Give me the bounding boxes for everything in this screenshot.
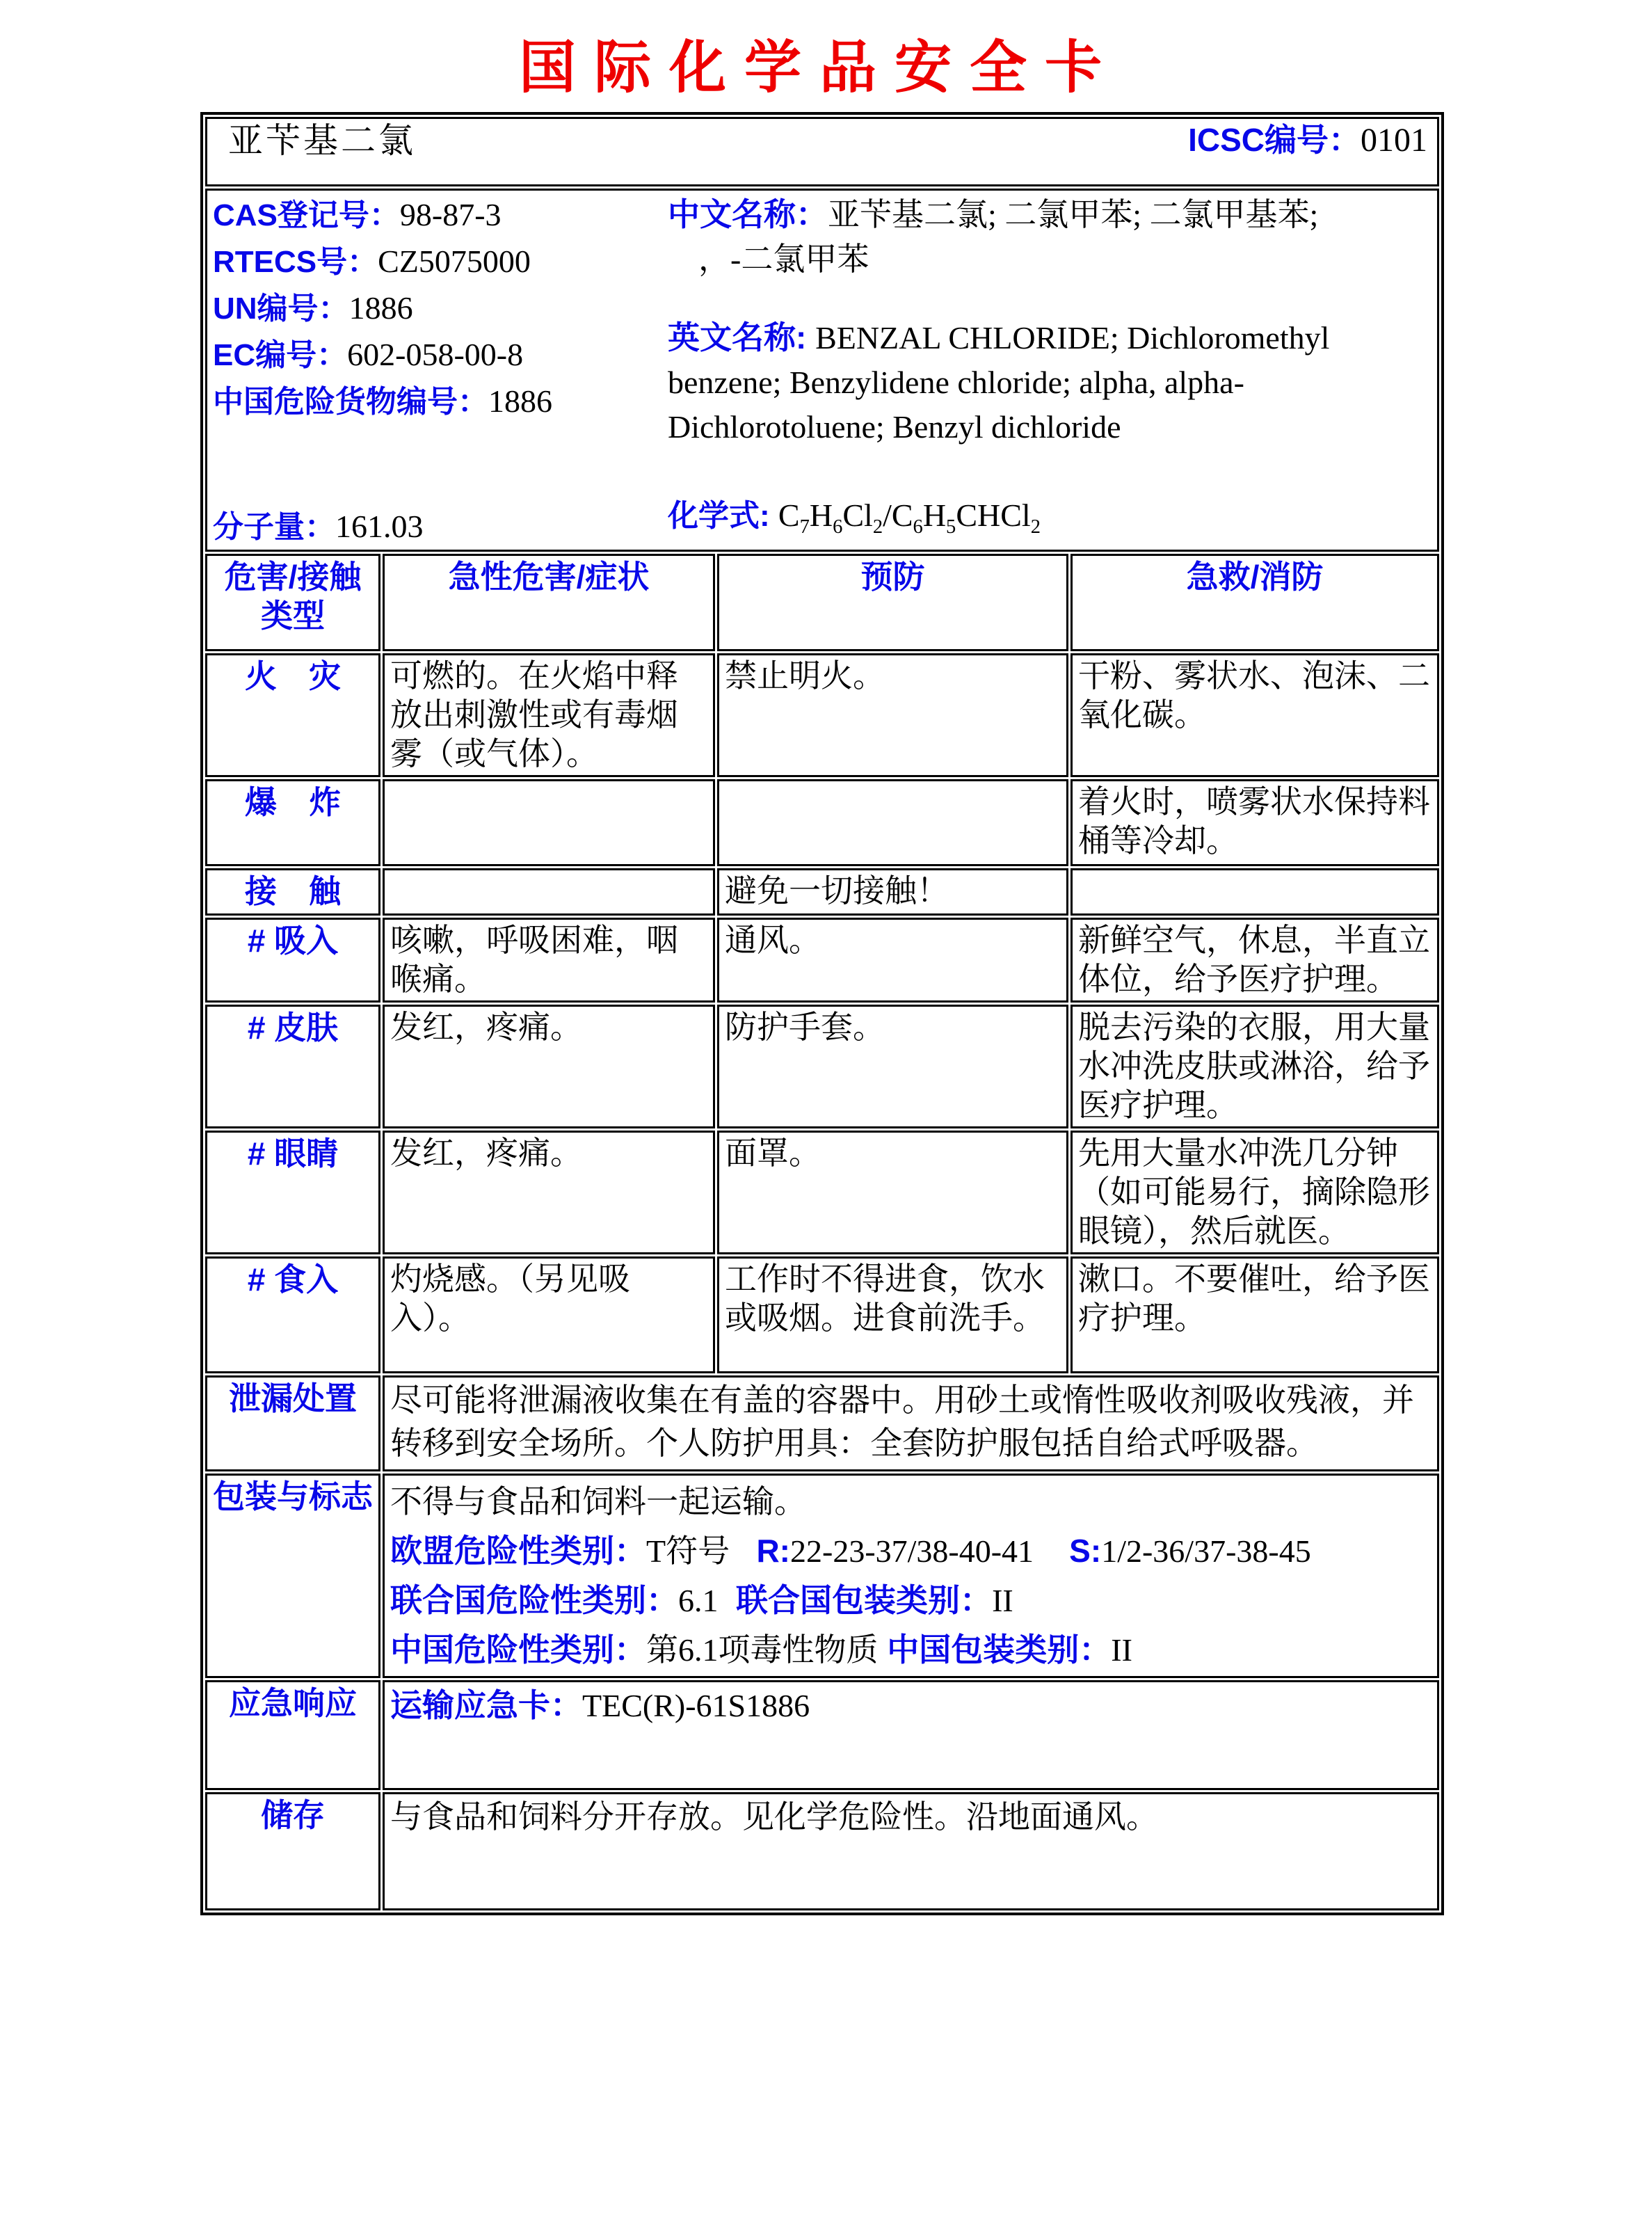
symptoms-cell: 发红，疼痛。: [383, 1005, 715, 1128]
prevention-cell: 通风。: [717, 918, 1068, 1003]
field-value: T符号: [646, 1533, 730, 1569]
hazard-column-header: 危害/接触类型: [205, 554, 380, 651]
identifier-value: CZ5075000: [378, 244, 531, 279]
identifier-value: 1886: [488, 383, 552, 419]
identifier-line: [213, 192, 666, 239]
symptoms-cell: 灼烧感。（另见吸入）。: [383, 1256, 715, 1373]
formula-value: $C_7H_6Cl_2/C_6H_5CHCl_2$: [778, 497, 1041, 538]
identifier-column: [213, 192, 666, 548]
icsc-number: 0101: [1361, 122, 1427, 159]
hazard-rows: [205, 653, 1439, 1373]
field-value: 6.1: [678, 1583, 719, 1618]
hazard-header-row: [205, 554, 1439, 651]
hazard-row: [205, 779, 1439, 866]
identifier-list: [213, 192, 666, 425]
chinese-name-value: 亚苄基二氯; 二氯甲苯; 二氯甲基苯;: [828, 197, 1319, 232]
section-line: [390, 1576, 1432, 1625]
hazard-column-header: 急性危害/症状: [383, 554, 715, 651]
firstaid-cell: [1070, 868, 1439, 916]
hazard-type-label: 爆 炸: [205, 779, 380, 866]
identifier-value: 1886: [348, 290, 413, 326]
symptoms-cell: 可燃的。在火焰中释放出刺激性或有毒烟雾（或气体）。: [383, 653, 715, 777]
section-content: [383, 1792, 1439, 1910]
icsc-number-field: [1188, 120, 1432, 160]
field-value: 1/2-36/37-38-45: [1101, 1533, 1311, 1569]
names-column: [666, 192, 1432, 548]
hazard-column-header: 急救/消防: [1070, 554, 1439, 651]
english-name-value: BENZAL CHLORIDE; Dichloromethyl benzene; Benzylidene chloride; alpha, alpha-Dichlorotoluene; Benzyl dichloride: [668, 320, 1330, 445]
hazard-type-label: # 吸入: [205, 918, 380, 1003]
chinese-name-line2: ，-二氯甲苯: [698, 241, 869, 277]
section-line: [390, 1625, 1432, 1675]
symptoms-cell: 咳嗽，呼吸困难，咽喉痛。: [383, 918, 715, 1003]
section-label: 储存: [205, 1792, 380, 1910]
firstaid-cell: 先用大量水冲洗几分钟（如可能易行，摘除隐形眼镜），然后就医。: [1070, 1131, 1439, 1254]
hazard-column-header: 预防: [717, 554, 1068, 651]
chinese-name-label: 中文名称：: [668, 196, 828, 232]
identifier-label: CAS登记号：: [213, 198, 400, 232]
symptoms-cell: [383, 868, 715, 916]
prevention-cell: 禁止明火。: [717, 653, 1068, 777]
english-name-block: [668, 315, 1432, 449]
section-line: [390, 1477, 1432, 1526]
hazard-type-label: # 眼睛: [205, 1131, 380, 1254]
identifier-line: [213, 378, 666, 425]
section-row: [205, 1680, 1439, 1790]
molecular-weight-value: 161.03: [335, 509, 424, 544]
identifier-value: 602-058-00-8: [347, 337, 524, 372]
section-line: [390, 1684, 1432, 1727]
icsc-label: ICSC编号：: [1188, 122, 1361, 158]
identifier-line: [213, 239, 666, 285]
molecular-weight-line: [213, 506, 666, 548]
section-label: 包装与标志: [205, 1474, 380, 1678]
hazard-type-label: # 皮肤: [205, 1005, 380, 1128]
symptoms-cell: [383, 779, 715, 866]
field-value: 不得与食品和饲料一起运输。: [390, 1484, 806, 1519]
identifier-label: EC编号：: [213, 338, 348, 372]
section-row: [205, 1474, 1439, 1678]
prevention-cell: 避免一切接触！: [717, 868, 1068, 916]
field-label: 运输应急卡：: [390, 1687, 582, 1723]
section-content: [383, 1474, 1439, 1678]
identifier-value: 98-87-3: [399, 197, 502, 232]
field-label: R:: [730, 1533, 790, 1569]
chinese-name-block: [668, 192, 1432, 282]
card-head-body: [205, 117, 1439, 651]
substance-name: 亚苄基二氯: [228, 120, 416, 160]
field-value: TEC(R)-61S1886: [582, 1688, 810, 1723]
section-line: [390, 1379, 1432, 1465]
hazard-row: [205, 1131, 1439, 1254]
field-label: 联合国危险性类别：: [390, 1582, 678, 1618]
hazard-type-label: # 食入: [205, 1256, 380, 1373]
name-row: [205, 117, 1439, 186]
identifier-line: [213, 285, 666, 332]
section-line: [390, 1526, 1432, 1576]
page-title: 国际化学品安全卡: [518, 36, 1120, 99]
field-value: II: [1111, 1632, 1132, 1668]
field-label: S:: [1034, 1533, 1102, 1569]
firstaid-cell: 新鲜空气，休息，半直立体位，给予医疗护理。: [1070, 918, 1439, 1003]
firstaid-cell: 漱口。不要催吐，给予医疗护理。: [1070, 1256, 1439, 1373]
field-value: 22-23-37/38-40-41: [790, 1533, 1034, 1569]
field-value: 尽可能将泄漏液收集在有盖的容器中。用砂土或惰性吸收剂吸收残液，并转移到安全场所。个人防护用具：全套防护服包括自给式呼吸器。: [390, 1382, 1414, 1461]
firstaid-cell: 脱去污染的衣服，用大量水冲洗皮肤或淋浴，给予医疗护理。: [1070, 1005, 1439, 1128]
section-row: [205, 1375, 1439, 1471]
formula-label: 化学式:: [668, 498, 778, 533]
firstaid-cell: 着火时，喷雾状水保持料桶等冷却。: [1070, 779, 1439, 866]
hazard-row: [205, 868, 1439, 916]
field-value: 第6.1项毒性物质: [646, 1632, 879, 1668]
field-label: 中国危险性类别：: [390, 1631, 646, 1668]
hazard-row: [205, 1005, 1439, 1128]
prevention-cell: [717, 779, 1068, 866]
identifier-label: RTECS号：: [213, 245, 378, 279]
field-label: 联合国包装类别：: [718, 1582, 993, 1618]
section-label: 泄漏处置: [205, 1375, 380, 1471]
section-row: [205, 1792, 1439, 1910]
section-rows: [205, 1375, 1439, 1910]
chinese-name-line1: [668, 192, 1432, 237]
hazard-row: [205, 653, 1439, 777]
prevention-cell: 面罩。: [717, 1131, 1068, 1254]
identifier-label: UN编号：: [213, 292, 349, 326]
field-label: 欧盟危险性类别：: [390, 1533, 646, 1569]
safety-card-table: [200, 112, 1444, 1915]
field-value: II: [992, 1583, 1013, 1618]
symptoms-cell: 发红，疼痛。: [383, 1131, 715, 1254]
hazard-type-label: 火 灾: [205, 653, 380, 777]
section-content: [383, 1375, 1439, 1471]
identifier-line: [213, 332, 666, 378]
section-label: 应急响应: [205, 1680, 380, 1790]
field-label: 中国包装类别：: [878, 1631, 1112, 1668]
formula-line: [668, 495, 1432, 548]
field-value: 与食品和饲料分开存放。见化学危险性。沿地面通风。: [390, 1799, 1158, 1835]
english-name-label: 英文名称:: [668, 319, 816, 356]
prevention-cell: 防护手套。: [717, 1005, 1068, 1128]
molecular-weight-label: 分子量：: [213, 510, 335, 544]
identifier-label: 中国危险货物编号：: [213, 385, 488, 419]
firstaid-cell: 干粉、雾状水、泡沫、二氧化碳。: [1070, 653, 1439, 777]
identification-row: [205, 189, 1439, 552]
prevention-cell: 工作时不得进食，饮水或吸烟。进食前洗手。: [717, 1256, 1068, 1373]
hazard-row: [205, 1256, 1439, 1373]
hazard-row: [205, 918, 1439, 1003]
section-line: [390, 1796, 1432, 1839]
section-content: [383, 1680, 1439, 1790]
hazard-type-label: 接 触: [205, 868, 380, 916]
